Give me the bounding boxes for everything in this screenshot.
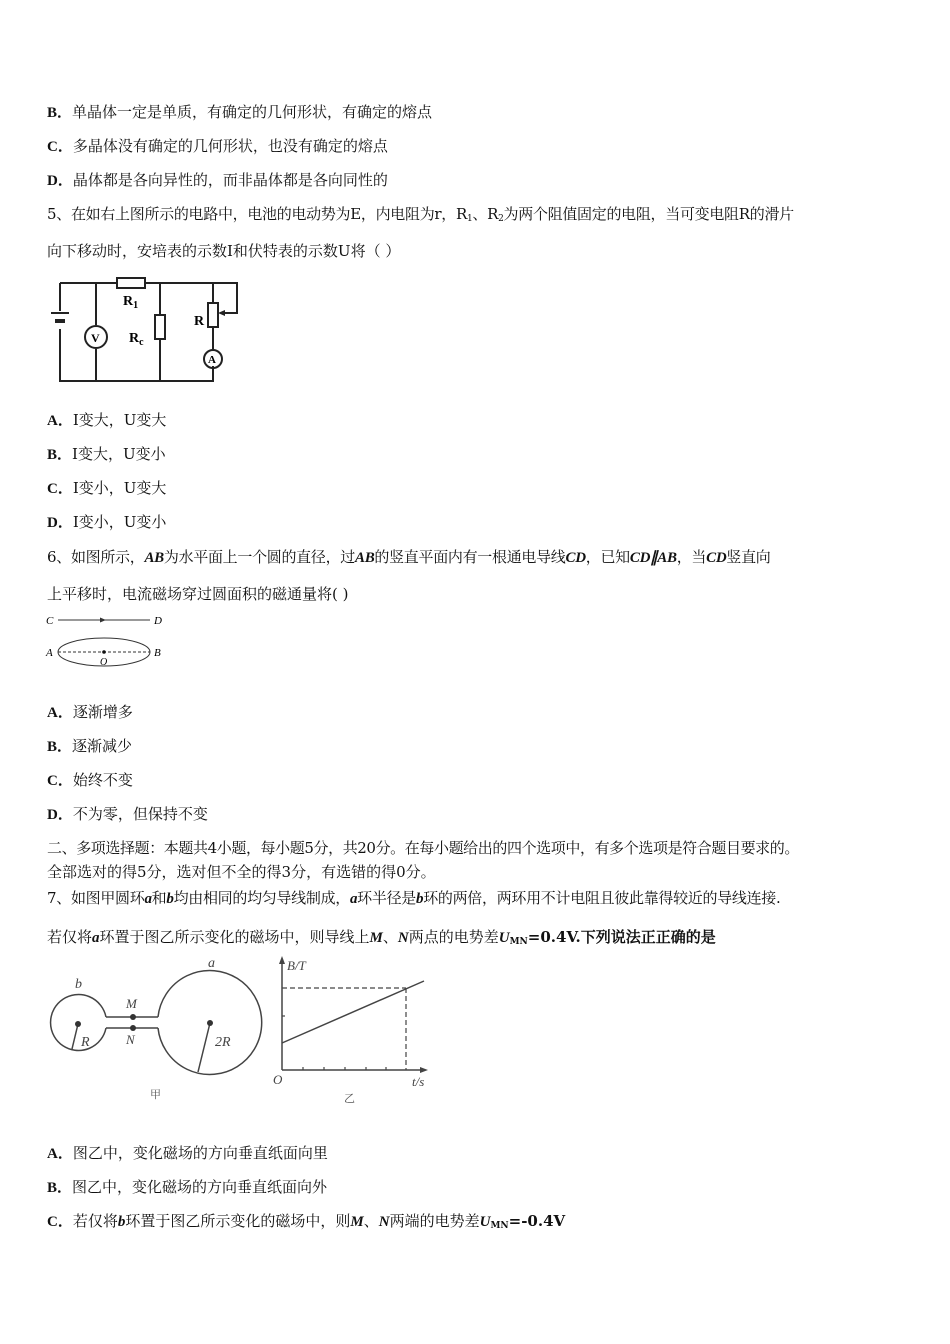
q6-option-b: B．逐渐减少 bbox=[47, 737, 133, 755]
r1-label: $R_1$ bbox=[123, 294, 139, 311]
label-o: O bbox=[100, 657, 108, 668]
q6-option-a: A．逐渐增多 bbox=[47, 703, 133, 721]
q6-wire-circle-diagram bbox=[42, 610, 172, 672]
q7-option-b: B．图乙中，变化磁场的方向垂直纸面向外 bbox=[47, 1178, 328, 1196]
q7-figure-jia-rings bbox=[40, 950, 270, 1110]
label-b: b bbox=[75, 977, 82, 992]
r2-label: $R_c$ bbox=[129, 331, 144, 348]
label-d: D bbox=[154, 615, 162, 627]
label-m: M bbox=[126, 996, 137, 1011]
origin-label: O bbox=[273, 1072, 283, 1087]
section2-instructions-line2: 全部选对的得5分，选对但不全的得3分，有选错的得0分。 bbox=[47, 863, 436, 881]
q7-stem-line2: 若仅将a环置于图乙所示变化的磁场中，则导线上M、N两点的电势差$U_{MN}=0.4V$.下列说法正正确的是 bbox=[47, 928, 716, 947]
r-label: R bbox=[194, 314, 205, 329]
q6-stem-line2: 上平移时，电流磁场穿过圆面积的磁通量将( ) bbox=[47, 585, 349, 603]
q7-option-c: C．若仅将b环置于图乙所示变化的磁场中，则M、N两端的电势差$U_{MN}=-0.4V$ bbox=[47, 1212, 566, 1231]
q5-option-d: D．I变小，U变小 bbox=[47, 513, 167, 531]
ammeter-label: A bbox=[208, 354, 216, 366]
q7-figure-yi-bt-graph bbox=[262, 950, 447, 1110]
q7-stem-line1: 7、如图甲圆环a和b均由相同的均匀导线制成，a环半径是b环的两倍，两环用不计电阻且彼此靠得较近的导线连接. bbox=[47, 889, 781, 907]
q5-stem-line2: 向下移动时，安培表的示数I和伏特表的示数U将（ ） bbox=[47, 242, 401, 260]
q4-option-c: C．多晶体没有确定的几何形状，也没有确定的熔点 bbox=[47, 137, 388, 155]
label-a: a bbox=[208, 956, 215, 971]
q7-option-a: A．图乙中，变化磁场的方向垂直纸面向里 bbox=[47, 1144, 328, 1162]
section2-instructions-line1: 二、多项选择题：本题共4小题，每小题5分，共20分。在每小题给出的四个选项中，有多个选项是符合题目要求的。 bbox=[47, 839, 799, 857]
caption-yi: 乙 bbox=[344, 1092, 355, 1105]
label-b: B bbox=[154, 647, 161, 659]
x-axis-label: t/s bbox=[412, 1074, 425, 1089]
q5-option-b: B．I变大，U变小 bbox=[47, 445, 166, 463]
y-axis-label: B/T bbox=[287, 958, 306, 973]
q5-option-c: C．I变小，U变大 bbox=[47, 479, 167, 497]
q4-option-d: D．晶体都是各向异性的，而非晶体都是各向同性的 bbox=[47, 171, 388, 189]
q6-option-c: C．始终不变 bbox=[47, 771, 133, 789]
label-n: N bbox=[126, 1032, 135, 1047]
q6-stem-line1: 6、如图所示，AB为水平面上一个圆的直径，过AB的竖直平面内有一根通电导线CD，已知CD∥AB，当CD竖直向 bbox=[47, 548, 771, 566]
label-a: A bbox=[46, 647, 53, 659]
voltmeter-label: V bbox=[91, 331, 100, 345]
q4-option-b: B．单晶体一定是单质，有确定的几何形状，有确定的熔点 bbox=[47, 103, 433, 121]
q5-stem-line1: 5、在如右上图所示的电路中，电池的电动势为E，内电阻为r，$R_1$、$R_2$为两个阻值固定的电阻，当可变电阻R的滑片 bbox=[47, 205, 794, 224]
label-2r: 2R bbox=[215, 1035, 231, 1050]
q5-circuit-diagram bbox=[45, 275, 245, 387]
label-r: R bbox=[81, 1035, 90, 1050]
q5-option-a: A．I变大，U变大 bbox=[47, 411, 167, 429]
q6-option-d: D．不为零，但保持不变 bbox=[47, 805, 208, 823]
label-c: C bbox=[46, 615, 54, 627]
caption-jia: 甲 bbox=[150, 1088, 161, 1101]
